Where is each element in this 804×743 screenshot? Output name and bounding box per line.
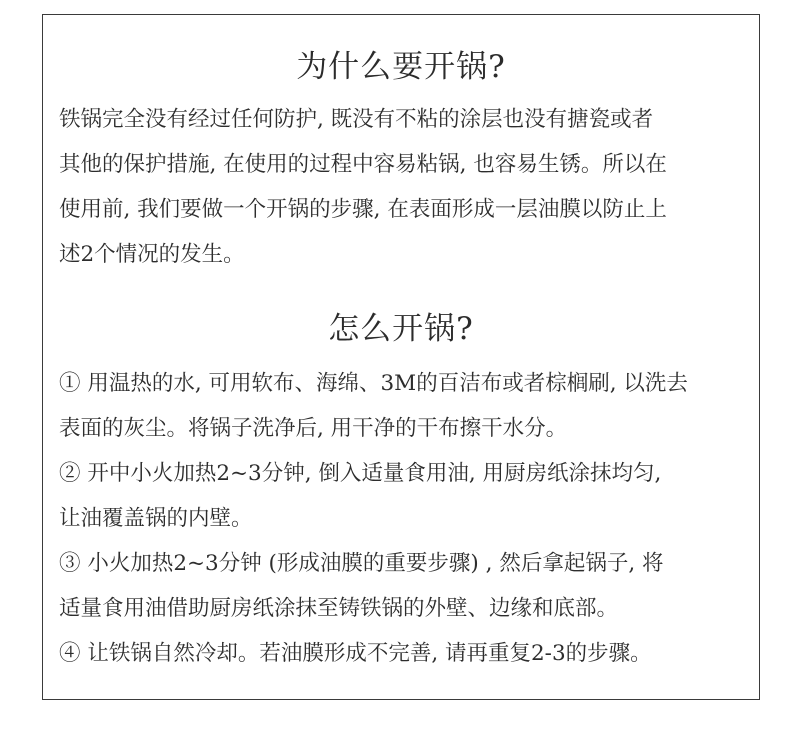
why-line-2: 其他的保护措施, 在使用的过程中容易粘锅, 也容易生锈。所以在 bbox=[59, 152, 667, 177]
step-3-line-1: ③ 小火加热2~3分钟 (形成油膜的重要步骤) , 然后拿起锅子, 将 bbox=[59, 551, 664, 576]
step-1-line-2: 表面的灰尘。将锅子洗净后, 用干净的干布擦干水分。 bbox=[59, 416, 568, 441]
why-line-1: 铁锅完全没有经过任何防护, 既没有不粘的涂层也没有搪瓷或者 bbox=[59, 107, 654, 132]
step-1-line-1: ① 用温热的水, 可用软布、海绵、3M的百洁布或者棕榈刷, 以洗去 bbox=[59, 371, 688, 396]
section-title-why: 为什么要开锅? bbox=[296, 49, 506, 85]
content-frame bbox=[42, 14, 760, 700]
step-2-line-2: 让油覆盖锅的内壁。 bbox=[59, 506, 253, 531]
section-title-how: 怎么开锅? bbox=[328, 311, 474, 347]
how-steps bbox=[59, 361, 745, 676]
step-2-line-1: ② 开中小火加热2~3分钟, 倒入适量食用油, 用厨房纸涂抹均匀, bbox=[59, 461, 662, 486]
why-line-4: 述2个情况的发生。 bbox=[59, 242, 245, 267]
why-line-3: 使用前, 我们要做一个开锅的步骤, 在表面形成一层油膜以防止上 bbox=[59, 197, 667, 222]
step-4-line-1: ④ 让铁锅自然冷却。若油膜形成不完善, 请再重复2-3的步骤。 bbox=[59, 641, 652, 666]
step-3-line-2: 适量食用油借助厨房纸涂抹至铸铁锅的外壁、边缘和底部。 bbox=[59, 596, 619, 621]
why-paragraph bbox=[59, 97, 745, 277]
